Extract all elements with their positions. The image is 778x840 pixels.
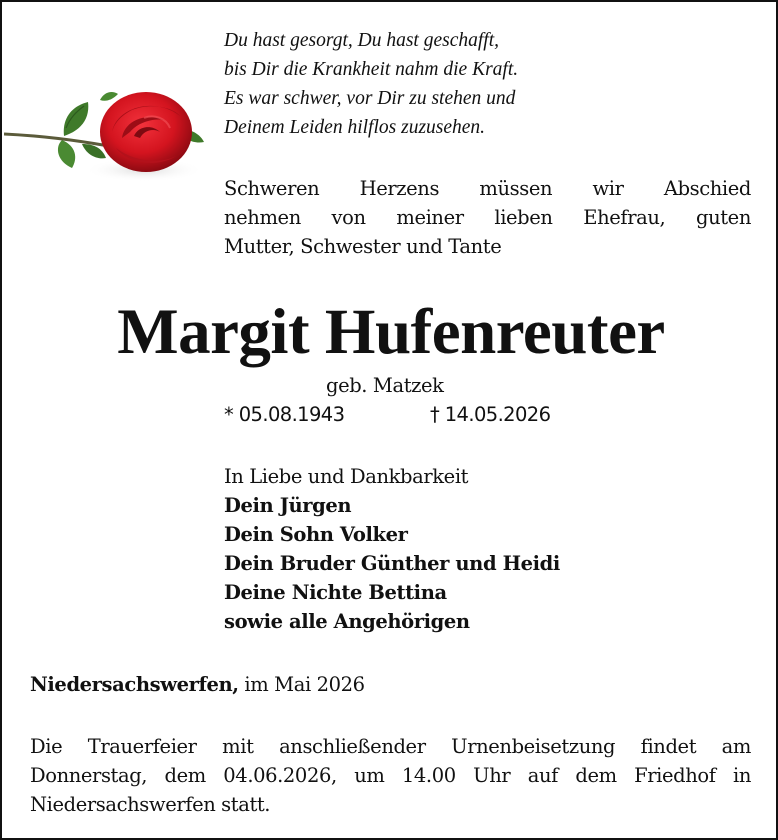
announcement-line: nehmen von meiner lieben Ehefrau, guten	[224, 206, 751, 229]
poem-line: Deinem Leiden hilflos zuzusehen.	[224, 117, 486, 138]
funeral-service-info	[30, 732, 751, 819]
mourners-list	[224, 462, 560, 636]
birth-date: * 05.08.1943	[224, 403, 345, 426]
mourner-name: Dein Sohn Volker	[224, 523, 408, 546]
mourner-name: Deine Nichte Bettina	[224, 581, 447, 604]
memorial-poem	[224, 26, 754, 142]
mourner-name: sowie alle Angehörigen	[224, 610, 470, 633]
birth-name: geb. Matzek	[326, 374, 444, 397]
place-and-date	[30, 671, 365, 699]
service-line: Die Trauerfeier mit anschließender Urnenbeisetzung findet am	[30, 735, 751, 758]
mourners-greeting: In Liebe und Dankbarkeit	[224, 465, 469, 488]
announcement-text	[224, 174, 751, 261]
poem-line: Es war schwer, vor Dir zu stehen und	[224, 88, 516, 109]
announcement-line: Mutter, Schwester und Tante	[224, 235, 502, 258]
red-rose-icon	[4, 78, 214, 188]
service-line: Niedersachswerfen statt.	[30, 793, 271, 816]
poem-line: Du hast gesorgt, Du hast geschafft,	[224, 30, 499, 51]
death-date: † 14.05.2026	[430, 403, 551, 426]
service-line: Donnerstag, dem 04.06.2026, um 14.00 Uhr auf dem Friedhof in	[30, 764, 751, 787]
mourner-name: Dein Jürgen	[224, 494, 352, 517]
mourner-name: Dein Bruder Günther und Heidi	[224, 552, 560, 575]
announcement-line: Schweren Herzens müssen wir Abschied	[224, 177, 751, 200]
place-date: im Mai 2026	[238, 673, 365, 696]
poem-line: bis Dir die Krankheit nahm die Kraft.	[224, 59, 519, 80]
deceased-name: Margit Hufenreuter	[117, 296, 665, 368]
place-town: Niedersachswerfen,	[30, 673, 239, 696]
